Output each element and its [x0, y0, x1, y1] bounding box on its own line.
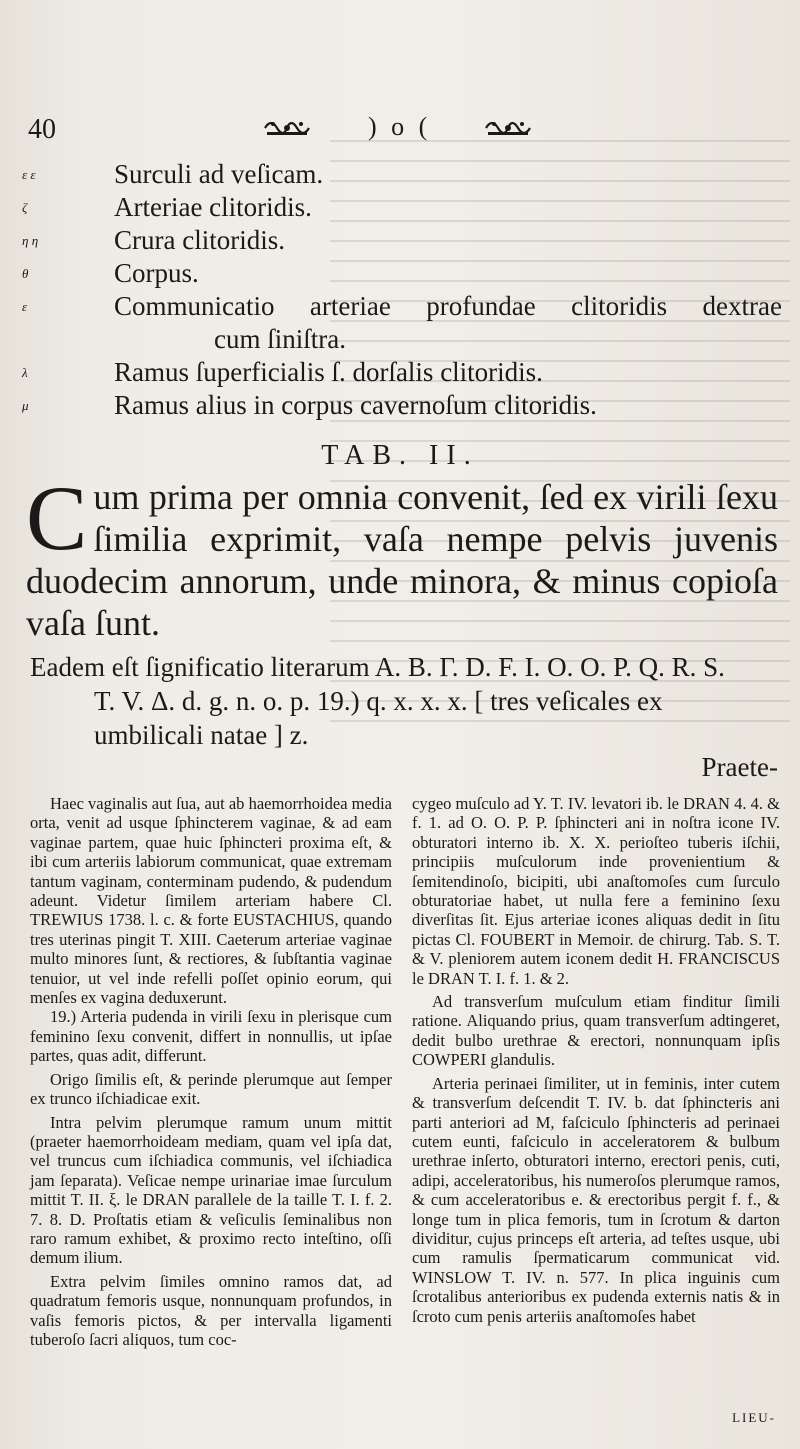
legend-text: Communicatio arteriae profundae clitoridis dextrae: [114, 291, 782, 321]
printers-ornament-icon: [263, 118, 311, 138]
paragraph: Haec vaginalis aut ſua, aut ab haemorrhoidea media orta, venit ad usque ſphincterem vaginae, & ad eam vaginae partem, quae huic ſphincteri proxima eſt, & ibi cum arteriis labiorum communicat, quae extremam tantum vaginam, conterminam pudendo, & pudendum adeunt. Videtur ſimilem arteriam habere Cl. TREWIUS 1738. l. c. & forte EUSTACHIUS, quando tres uterinas pingit T. XIII. Caeterum arteriae vaginae multo minores ſunt, & rectiores, & ſubſtantia vaginae tenuior, ut vel inde refelli poſſet opinio eorum, qui menſes ex vagina deduxerunt.: [30, 794, 392, 1008]
legend-text: Arteriae clitoridis.: [114, 192, 312, 222]
drop-cap: C: [26, 467, 88, 569]
significance-line: Eadem eſt ſignificatio literarum A. B. Γ. D. F. I. O. O. P. Q. R. S.: [30, 652, 725, 682]
printers-ornament-icon: [484, 118, 532, 138]
legend-row: [22, 389, 782, 422]
left-column: [30, 794, 392, 1349]
legend-row: [22, 290, 782, 323]
legend-symbol: θ: [22, 266, 29, 281]
legend-row: [22, 323, 782, 356]
legend-row: [22, 191, 782, 224]
section-title: TAB. II.: [321, 440, 479, 471]
paragraph: Extra pelvim ſimiles omnino ramos dat, ad quadratum femoris usque, nonnunquam profundos, in vaſis femoris pictos, & per intervalla ligamenti tuberoſo ſacri aliquos, tum coc-: [30, 1271, 392, 1349]
catchword: Praete-: [701, 752, 778, 782]
legend-symbol: ε ε: [22, 167, 36, 182]
legend-symbol: ɛ: [22, 299, 28, 314]
legend-text: Corpus.: [114, 258, 199, 288]
footer-catchword: LIEU-: [732, 1410, 776, 1425]
legend-text: Ramus ſuperficialis ſ. dorſalis clitoridis.: [114, 357, 543, 387]
legend-symbol: ζ: [22, 200, 28, 215]
significance-line: T. V. Δ. d. g. n. o. p. 19.) q. x. x. x. [ tres veſicales ex: [94, 686, 663, 716]
legend-row: [22, 356, 782, 389]
legend-text: cum ſiniſtra.: [214, 324, 346, 354]
intro-paragraph: [26, 467, 778, 644]
significance-paragraph: [30, 650, 778, 752]
right-column: [412, 794, 780, 1326]
legend-row: [22, 224, 782, 257]
paragraph: Intra pelvim plerumque ramum unum mittit (praeter haemorrhoideam mediam, quam vel ipſa dat, vel truncus cum iſchiadica communis, vel iſchiadica jam ſeparata). Veſicae nempe urinariae imae ſurculum mittit T. II. ξ. le DRAN parallele de la taille T. I. f. 2. 7. 8. D. Proſtatis etiam & veſiculis ſeminalibus non raro ramum exhibet, & proximo recto inteſtino, oſſi demum ilium.: [30, 1112, 392, 1268]
paragraph: 19.) Arteria pudenda in virili ſexu in plerisque cum feminino ſexu convenit, differt in nonnullis, ut ipſae partes, quas adit, differunt.: [30, 1007, 392, 1066]
plate-legend: [22, 158, 782, 422]
legend-row: [22, 257, 782, 290]
legend-text: Surculi ad veſicam.: [114, 159, 324, 189]
page-number: 40: [28, 114, 56, 145]
header-mark: ) o (: [368, 112, 432, 141]
legend-text: Ramus alius in corpus cavernoſum clitoridis.: [114, 390, 597, 420]
running-header: [28, 112, 778, 146]
legend-symbol: μ: [22, 398, 29, 413]
paragraph: Arteria perinaei ſimiliter, ut in feminis, inter cutem & transverſum deſcendit T. IV. b. dat ſphincteris ani parti anteriori ad M, faſciculo ſphincteris ad perinaei cutem eunti, faſciculo in acceleratorem & bulbum urethrae inſerto, obturatori interno, erectori penis, cuti, adipi, acceleratoribus, his numeroſos plerumque ramos, & cum acceleratoribus e. & erectoribus pergit f. f., & longe tum in plica femoris, tum in ſcrotum & darton dividitur, cujus princeps eſt arteria, ad teſtes usque, ubi cum ramulis ſpermaticarum communicat vid. WINSLOW T. IV. n. 577. In plica inguinis cum ſcrotalibus anterioribus ex pudenda externis natis & in ſcroto cum penis arteriis anaſtomoſes habet: [412, 1073, 780, 1326]
significance-line: umbilicali natae ] z.: [94, 720, 309, 750]
legend-symbol: λ: [22, 365, 28, 380]
paragraph: cygeo muſculo ad Y. T. IV. levatori ib. le DRAN 4. 4. & f. 1. ad O. O. P. P. ſphincteri ani in noſtra icone IV. obturatori interno ib. X. X. perioſteo tuberis iſchii, principiis muſculorum inde provenientium & ſemitendinoſo, bicipiti, ubi anaſtomoſes cum ſurculo obturatoriae habet, ut nulla fere a feminino ſexu diverſitas ſit. Ejus arteriae icones aliquas dedit in ſitu pictas Cl. FOUBERT in Memoir. de chirurg. Tab. S. T. & V. pleniorem autem iconem dedit H. FRANCISCUS le DRAN T. I. f. 1. & 2.: [412, 794, 780, 988]
legend-symbol: η η: [22, 233, 39, 248]
legend-row: [22, 158, 782, 191]
intro-text: um prima per omnia convenit, ſed ex virili ſexu ſimilia exprimit, vaſa nempe pelvis juvenis duodecim annorum, unde minora, & minus copioſa vaſa ſunt.: [26, 477, 778, 643]
paragraph: Origo ſimilis eſt, & perinde plerumque aut ſemper ex trunco iſchiadicae exit.: [30, 1069, 392, 1109]
legend-text: Crura clitoridis.: [114, 225, 285, 255]
paragraph: Ad transverſum muſculum etiam finditur ſimili ratione. Aliquando prius, quam transverſum adtingeret, dedit bulbo urethrae & erectori, nonnunquam ipſis COWPERI glandulis.: [412, 992, 780, 1070]
